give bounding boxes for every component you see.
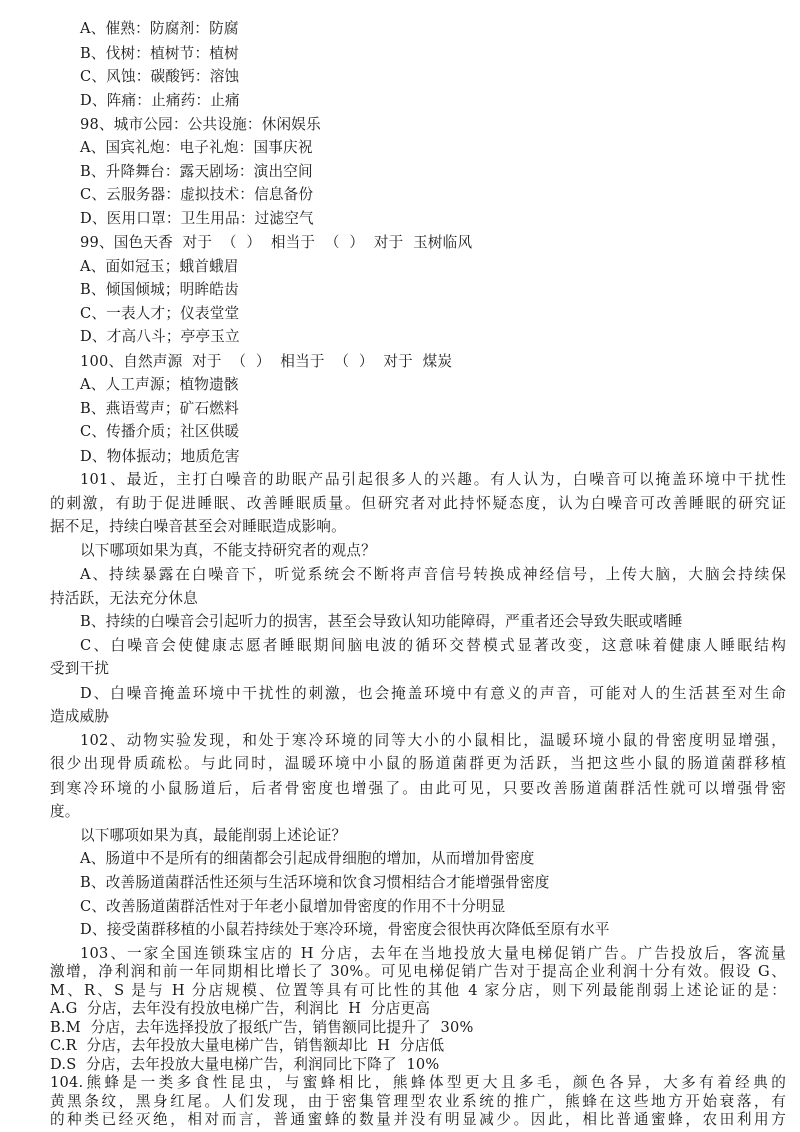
text-line: 98、城市公园：公共设施：休闲娱乐 [80,115,321,133]
text-line: D.S 分店，去年投放大量电梯广告，利润同比下降了 10% [50,1055,440,1073]
text-line: 持活跃，无法充分休息 [50,589,198,607]
text-line: C、云服务器：虚拟技术：信息备份 [80,186,314,204]
text-line: 黄黑条纹，黑身红尾。人们发现，由于密集管理型农业系统的推广，熊蜂在这些地方开始衰落，有 [50,1092,786,1110]
text-line: 101、最近，主打白噪音的助眠产品引起很多人的兴趣。有人认为，白噪音可以掩盖环境中干扰性 [80,471,786,489]
text-line: D、接受菌群移植的小鼠若持续处于寒冷环境，骨密度会很快再次降低至原有水平 [80,921,610,939]
text-line: 很少出现骨质疏松。与此同时，温暖环境中小鼠的肠道菌群更为活跃，当把这些小鼠的肠道菌群移植 [50,755,786,773]
text-line: 激增，净利润和前一年同期相比增长了 30%。可见电梯促销广告对于提高企业利润十分有效。假设 G、 [50,963,786,981]
text-line: 的刺激，有助于促进睡眠、改善睡眠质量。但研究者对此持怀疑态度，认为白噪音可改善睡眠的研究证 [50,494,786,512]
text-line: C.R 分店，去年投放大量电梯广告，销售额却比 H 分店低 [50,1037,445,1055]
text-line: 104.熊蜂是一类多食性昆虫，与蜜蜂相比，熊蜂体型更大且多毛，颜色各异，大多有着经典的 [50,1074,786,1092]
text-line: 受到干扰 [50,660,110,678]
text-line: A、肠道中不是所有的细菌都会引起成骨细胞的增加，从而增加骨密度 [80,850,535,867]
text-line: D、阵痛：止痛药：止痛 [80,91,240,109]
text-line: 的种类已经灭绝，相对而言，普通蜜蜂的数量并没有明显减少。因此，相比普通蜜蜂，农田利用方 [50,1111,786,1129]
text-line: D、白噪音掩盖环境中干扰性的刺激，也会掩盖环境中有意义的声音，可能对人的生活甚至对生命 [80,684,786,702]
text-line: 102、动物实验发现，和处于寒冷环境的同等大小的小鼠相比，温暖环境小鼠的骨密度明显增强， [80,731,786,749]
text-line: A、人工声源；植物遗骸 [80,376,239,394]
text-line: A、国宾礼炮：电子礼炮：国事庆祝 [80,139,313,157]
text-line: 99、国色天香 对于 （ ） 相当于 （ ） 对于 玉树临风 [80,234,473,252]
text-line: 以下哪项如果为真，最能削弱上述论证？ [80,826,347,844]
text-line: D、物体振动；地质危害 [80,447,240,465]
text-line: A、持续暴露在白噪音下，听觉系统会不断将声音信号转换成神经信号，上传大脑，大脑会持续保 [80,566,786,584]
text-line: 100、自然声源 对于 （ ） 相当于 （ ） 对于 煤炭 [80,352,453,370]
text-line: C、一表人才；仪表堂堂 [80,304,240,322]
text-line: B、改善肠道菌群活性还须与生活环境和饮食习惯相结合才能增强骨密度 [80,873,550,891]
text-line: A.G 分店，去年没有投放电梯广告，利润比 H 分店更高 [50,1000,431,1018]
text-line: A、催熟：防腐剂：防腐 [80,20,239,37]
text-line: 103、一家全国连锁珠宝店的 H 分店，去年在当地投放大量电梯促销广告。广告投放后，客流量 [80,944,786,962]
text-line: A、面如冠玉；蛾首蛾眉 [80,257,239,275]
text-line: 据不足，持续白噪音甚至会对睡眠造成影响。 [50,518,346,536]
text-line: B、伐树：植树节：植树 [80,44,239,62]
text-line: C、白噪音会使健康志愿者睡眠期间脑电波的循环交替模式显著改变，这意味着健康人睡眠结构 [80,636,786,654]
text-line: M、R、S 是与 H 分店规模、位置等具有可比性的其他 4 家分店，则下列最能削弱上述论证的是： [50,981,786,999]
text-line: D、医用口罩：卫生用品：过滤空气 [80,209,314,227]
text-line: B.M 分店，去年选择投放了报纸广告，销售额同比提升了 30% [50,1018,474,1036]
text-line: C、风蚀：碳酸钙：溶蚀 [80,68,240,85]
text-line: 以下哪项如果为真，不能支持研究者的观点？ [80,541,376,559]
text-line: D、才高八斗；亭亭玉立 [80,328,240,346]
text-line: B、持续的白噪音会引起听力的损害，甚至会导致认知功能障碍，严重者还会导致失眠或嗜睡 [80,613,683,631]
text-line: 度。 [50,803,80,820]
text-line: 造成威胁 [50,708,110,726]
text-line: C、改善肠道菌群活性对于年老小鼠增加骨密度的作用不十分明显 [80,898,506,915]
text-line: B、燕语莺声；矿石燃料 [80,399,239,417]
text-line: C、传播介质；社区供暖 [80,423,240,441]
text-line: B、升降舞台：露天剧场：演出空间 [80,162,313,180]
text-line: 到寒冷环境的小鼠肠道后，后者骨密度也增强了。由此可见，只要改善肠道菌群活性就可以增强骨密 [50,779,786,797]
text-line: B、倾国倾城；明眸皓齿 [80,281,239,299]
